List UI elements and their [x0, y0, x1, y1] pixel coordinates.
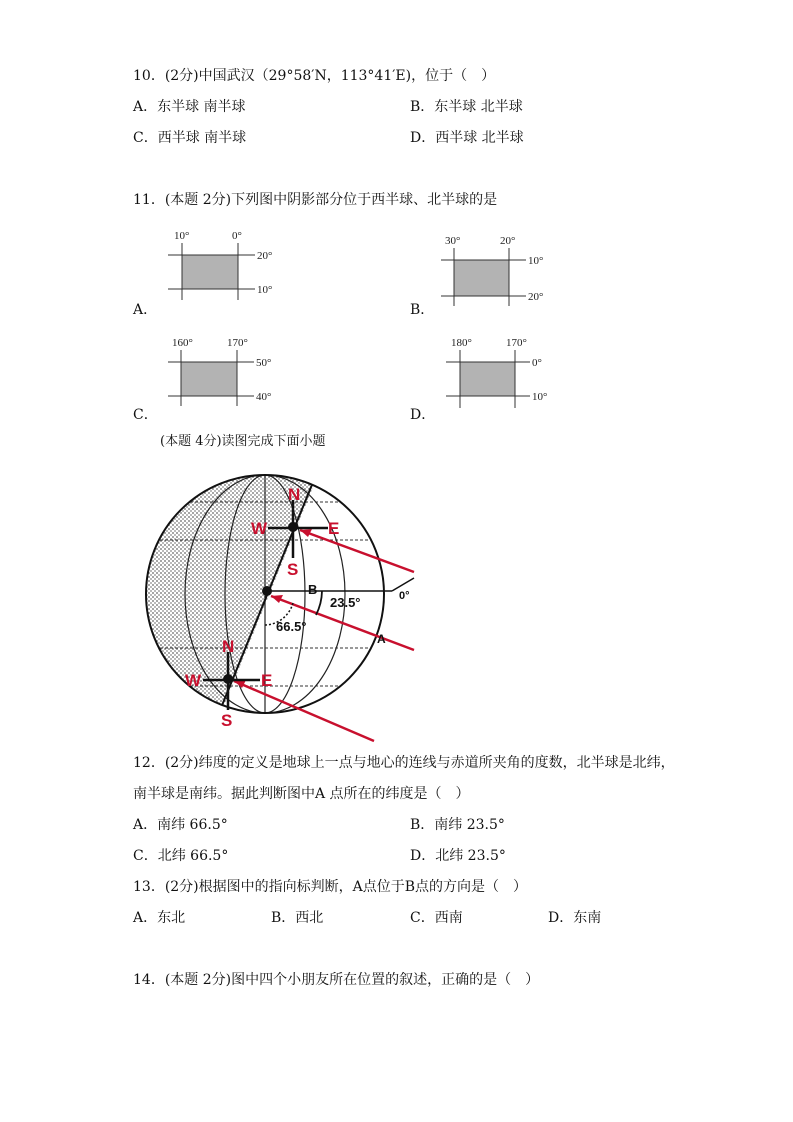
q11-option-d-letter: D． [410, 407, 436, 423]
q13-stem: 13．(2分)根据图中的指向标判断，A点位于B点的方向是（ ） [133, 879, 528, 895]
q11-stem: 11．(本题 2分)下列图中阴影部分位于西半球、北半球的是 [133, 192, 498, 208]
compass-bottom-s: S [221, 711, 233, 730]
grid-d-lon-right: 170° [506, 337, 527, 349]
grid-c-lon-left: 160° [172, 337, 193, 349]
angle-large-label: 66.5° [276, 619, 307, 634]
compass-bottom-e: E [261, 671, 273, 690]
q12-stem-line2: 南半球是南纬。据此判断图中A 点所在的纬度是（ ） [133, 786, 470, 802]
grid-figure-a [168, 230, 272, 300]
grid-c-lat-top: 50° [256, 357, 272, 369]
grid-a-lon-left: 10° [174, 230, 190, 242]
equator-label: 0° [399, 590, 410, 602]
q10-option-a: A．东半球 南半球 [133, 99, 246, 115]
point-b-label: B [308, 582, 318, 597]
grid-b-lat-top: 10° [528, 255, 544, 267]
q13-option-c: C．西南 [410, 910, 463, 926]
q12-option-d: D．北纬 23.5° [410, 848, 506, 864]
q10-stem: 10．(2分)中国武汉（29°58′N，113°41′E)，位于（ ） [133, 68, 496, 84]
grid-d-lat-top: 0° [532, 357, 542, 369]
angle-small-label: 23.5° [330, 595, 361, 610]
q13-option-d: D．东南 [548, 910, 602, 926]
q14-stem: 14．(本题 2分)图中四个小朋友所在位置的叙述，正确的是（ ） [133, 972, 540, 988]
globe-center-point [262, 586, 272, 596]
q10-option-c: C．西半球 南半球 [133, 130, 247, 146]
q12-option-b: B．南纬 23.5° [410, 817, 505, 833]
q11-option-b-letter: B． [410, 302, 435, 318]
point-a-label: A [377, 632, 386, 646]
compass-top-e: E [328, 519, 340, 538]
globe-figure [100, 450, 414, 741]
grid-a-lat-top: 20° [257, 250, 273, 262]
grid-a-lat-bottom: 10° [257, 284, 273, 296]
compass-top-s: S [287, 560, 299, 579]
q12-option-a: A．南纬 66.5° [133, 817, 228, 833]
compass-bottom-n: N [222, 637, 235, 656]
group-intro: (本题 4分)读图完成下面小题 [160, 434, 326, 449]
q12-stem-line1: 12．(2分)纬度的定义是地球上一点与地心的连线与赤道所夹角的度数，北半球是北纬， [133, 755, 675, 771]
q12-option-c: C．北纬 66.5° [133, 848, 229, 864]
grid-c-lat-bottom: 40° [256, 391, 272, 403]
q10-option-b: B．东半球 北半球 [410, 99, 523, 115]
q13-option-b: B．西北 [271, 910, 324, 926]
grid-d-lat-bottom: 10° [532, 391, 548, 403]
q13-option-a: A．东北 [133, 910, 186, 926]
grid-a-lon-right: 0° [232, 230, 242, 242]
q10-option-d: D．西半球 北半球 [410, 130, 524, 146]
compass-top-w: W [251, 519, 268, 538]
grid-b-lat-bottom: 20° [528, 291, 544, 303]
grid-figure-d [446, 337, 547, 408]
grid-b-lon-right: 20° [500, 235, 516, 247]
grid-d-lon-left: 180° [451, 337, 472, 349]
grid-c-lon-right: 170° [227, 337, 248, 349]
q11-option-c-letter: C． [133, 407, 158, 423]
q11-option-a-letter: A． [133, 302, 158, 318]
grid-figure-c [168, 337, 271, 406]
grid-b-lon-left: 30° [445, 235, 461, 247]
compass-bottom-w: W [185, 671, 202, 690]
grid-figure-b [441, 235, 543, 306]
compass-top-n: N [288, 485, 301, 504]
